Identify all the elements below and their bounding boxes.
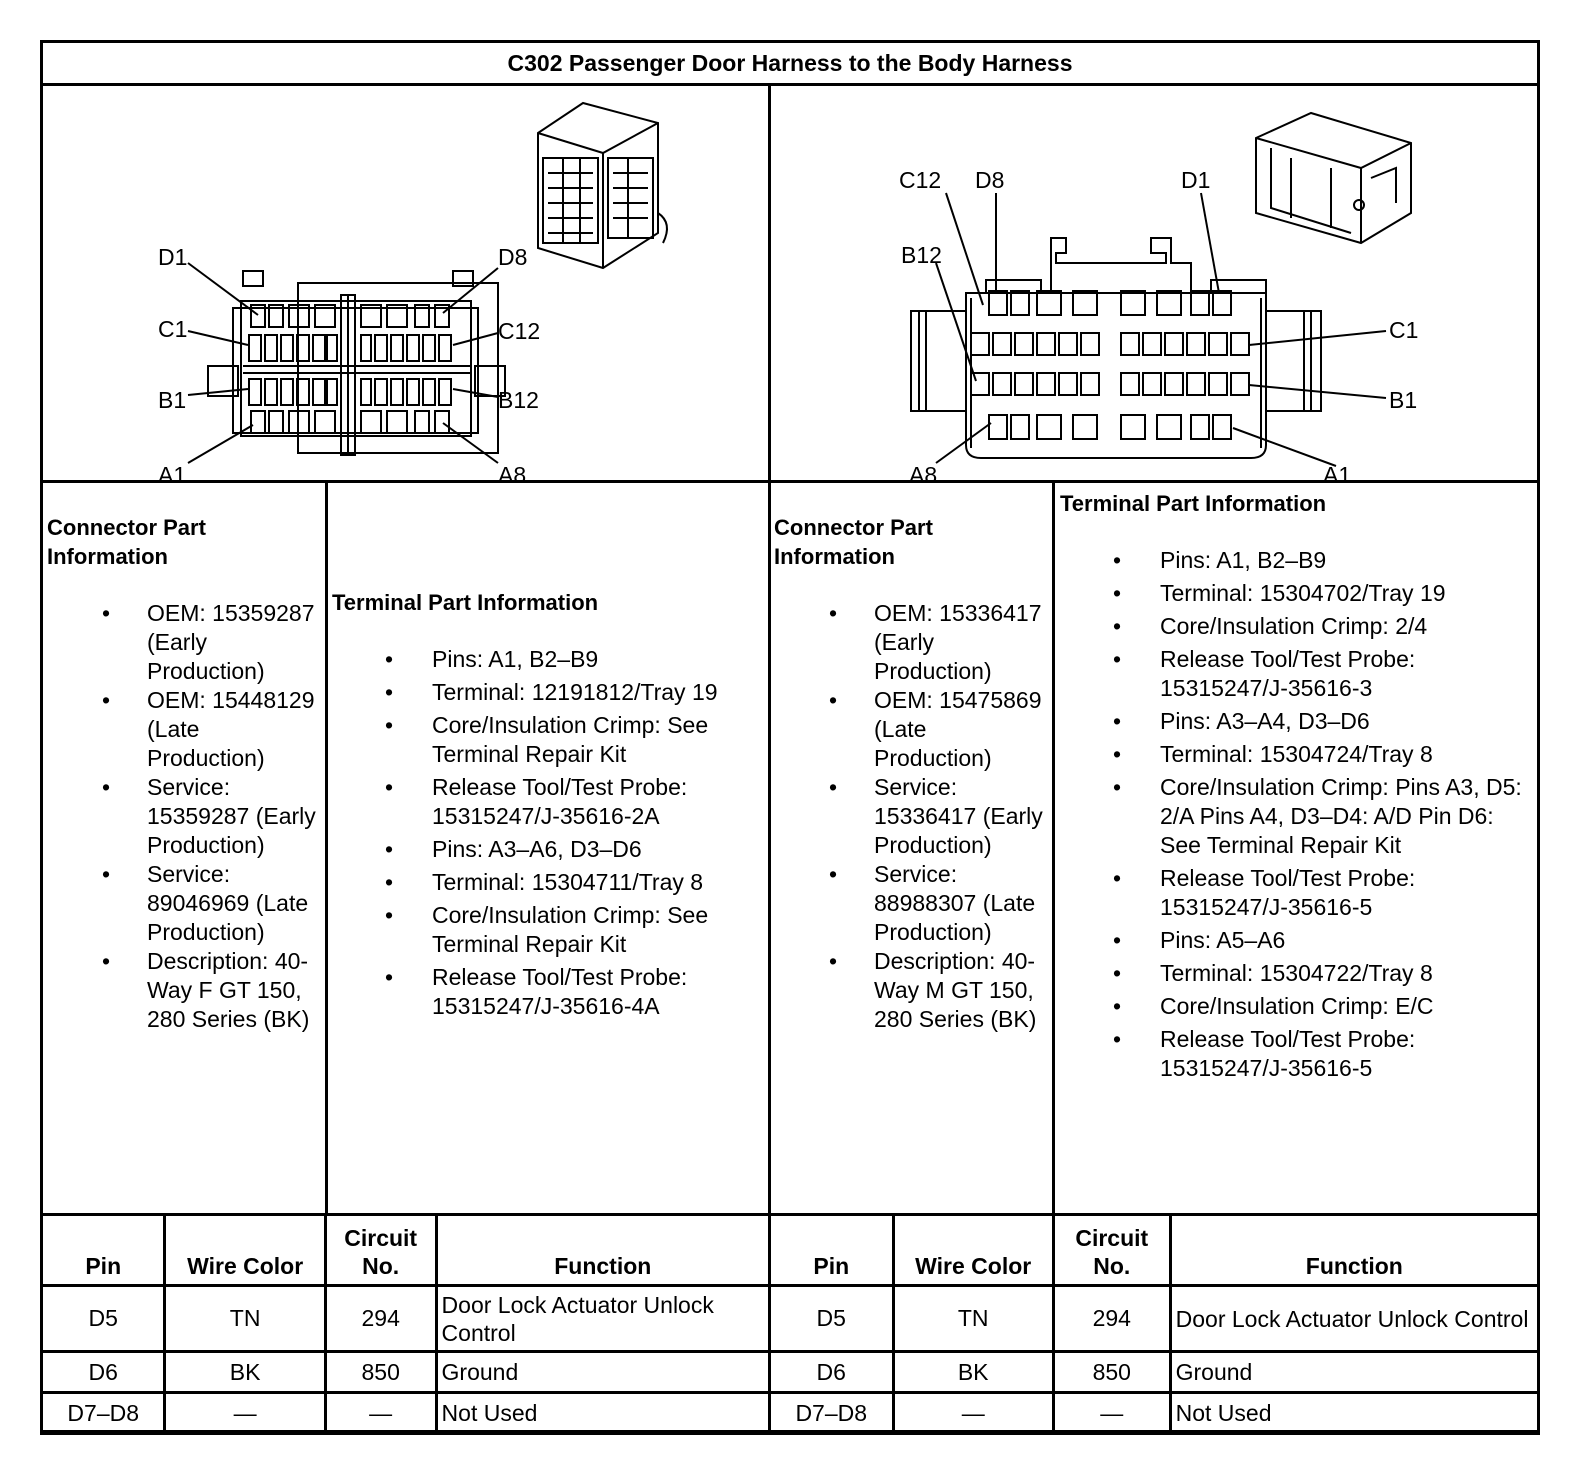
right-label-b12: B12 bbox=[901, 242, 942, 268]
cell-circuit: 850 bbox=[325, 1352, 436, 1393]
cell-circuit: 294 bbox=[325, 1286, 436, 1352]
cell-circuit: 850 bbox=[1053, 1352, 1170, 1393]
column-header-circuit-no: Circuit No. bbox=[325, 1215, 436, 1286]
cell-pin: D6 bbox=[770, 1352, 894, 1393]
column-header-function: Function bbox=[436, 1215, 769, 1286]
right-connector-item: • Service: 88988307 (Late Production) bbox=[774, 860, 1048, 947]
left-terminal-item: • Core/Insulation Crimp: See Terminal Repair Kit bbox=[332, 901, 768, 959]
right-connector-item: • OEM: 15475869 (Late Production) bbox=[774, 686, 1048, 773]
cell-pin: D5 bbox=[42, 1286, 165, 1352]
cell-pin: D6 bbox=[42, 1352, 165, 1393]
left-terminal-item: • Core/Insulation Crimp: See Terminal Repair Kit bbox=[332, 711, 768, 769]
cell-pin: D7–D8 bbox=[42, 1393, 165, 1434]
right-terminal-item: • Pins: A1, B2–B9 bbox=[1060, 546, 1530, 575]
left-label-d8: D8 bbox=[498, 244, 528, 270]
cell-wire-color: BK bbox=[165, 1352, 325, 1393]
cell-wire-color: — bbox=[893, 1393, 1053, 1434]
right-connector-iso-image bbox=[1256, 113, 1411, 243]
cell-wire-color: BK bbox=[893, 1352, 1053, 1393]
table-row bbox=[770, 1393, 1539, 1434]
left-connector-item: • OEM: 15448129 (Late Production) bbox=[47, 686, 321, 773]
column-header-function: Function bbox=[1170, 1215, 1538, 1286]
left-connector-info bbox=[47, 483, 325, 1213]
right-terminal-item: • Core/Insulation Crimp: Pins A3, D5: 2/A Pins A4, D3–D4: A/D Pin D6: See Terminal Repair Kit bbox=[1060, 773, 1530, 860]
right-label-d8: D8 bbox=[975, 167, 1005, 193]
column-header-pin: Pin bbox=[42, 1215, 165, 1286]
cell-function: Door Lock Actuator Unlock Control bbox=[1170, 1286, 1538, 1352]
left-terminal-item: • Release Tool/Test Probe: 15315247/J-35616-4A bbox=[332, 963, 768, 1021]
cell-pin: D5 bbox=[770, 1286, 894, 1352]
cell-circuit: — bbox=[1053, 1393, 1170, 1434]
right-label-d1: D1 bbox=[1181, 167, 1211, 193]
cell-wire-color: TN bbox=[165, 1286, 325, 1352]
right-label-c1: C1 bbox=[1389, 317, 1419, 343]
left-pin-table bbox=[40, 1213, 771, 1435]
part-information-band bbox=[43, 480, 1537, 1216]
left-label-c1: C1 bbox=[158, 316, 188, 342]
column-header-wire-color: Wire Color bbox=[893, 1215, 1053, 1286]
cell-function: Door Lock Actuator Unlock Control bbox=[436, 1286, 769, 1352]
left-connector-item: • OEM: 15359287 (Early Production) bbox=[47, 599, 321, 686]
left-connector-item: • Service: 89046969 (Late Production) bbox=[47, 860, 321, 947]
right-connector-item: • OEM: 15336417 (Early Production) bbox=[774, 599, 1048, 686]
left-label-c12: C12 bbox=[498, 318, 541, 344]
right-terminal-item: • Release Tool/Test Probe: 15315247/J-35616-3 bbox=[1060, 645, 1530, 703]
table-row bbox=[770, 1352, 1539, 1393]
table-row bbox=[42, 1352, 770, 1393]
left-connector-iso-image bbox=[538, 103, 667, 268]
left-terminal-item: • Pins: A1, B2–B9 bbox=[332, 645, 768, 674]
right-terminal-info bbox=[1060, 483, 1530, 1213]
connector-sheet bbox=[40, 40, 1540, 1433]
right-connector-diagram bbox=[771, 83, 1540, 521]
right-terminal-item: • Core/Insulation Crimp: 2/4 bbox=[1060, 612, 1530, 641]
left-terminal-info bbox=[332, 483, 768, 1213]
left-label-a8: A8 bbox=[498, 462, 527, 480]
table-row bbox=[770, 1286, 1539, 1352]
left-label-d1: D1 bbox=[158, 244, 188, 270]
right-terminal-item: • Terminal: 15304702/Tray 19 bbox=[1060, 579, 1530, 608]
cell-function: Not Used bbox=[436, 1393, 769, 1434]
cell-pin: D7–D8 bbox=[770, 1393, 894, 1434]
right-connector-info bbox=[774, 483, 1052, 1213]
left-connector-heading: Connector Part Information bbox=[47, 515, 206, 569]
left-terminal-item: • Pins: A3–A6, D3–D6 bbox=[332, 835, 768, 864]
table-row bbox=[42, 1286, 770, 1352]
right-label-a8: A8 bbox=[909, 462, 938, 480]
right-terminal-item: • Release Tool/Test Probe: 15315247/J-35616-5 bbox=[1060, 1025, 1530, 1083]
left-connector-drawing bbox=[43, 83, 768, 480]
page-title: C302 Passenger Door Harness to the Body Harness bbox=[43, 43, 1537, 86]
cell-wire-color: — bbox=[165, 1393, 325, 1434]
right-terminal-item: • Release Tool/Test Probe: 15315247/J-35616-5 bbox=[1060, 864, 1530, 922]
right-connector-item: • Service: 15336417 (Early Production) bbox=[774, 773, 1048, 860]
cell-function: Ground bbox=[1170, 1352, 1538, 1393]
cell-wire-color: TN bbox=[893, 1286, 1053, 1352]
right-terminal-item: • Pins: A3–A4, D3–D6 bbox=[1060, 707, 1530, 736]
right-terminal-heading: Terminal Part Information bbox=[1060, 491, 1327, 516]
right-pin-table bbox=[768, 1213, 1540, 1435]
cell-circuit: 294 bbox=[1053, 1286, 1170, 1352]
left-terminal-heading: Terminal Part Information bbox=[332, 590, 599, 615]
cell-circuit: — bbox=[325, 1393, 436, 1434]
cell-function: Ground bbox=[436, 1352, 769, 1393]
left-terminal-item: • Release Tool/Test Probe: 15315247/J-35616-2A bbox=[332, 773, 768, 831]
left-connector-diagram bbox=[43, 83, 771, 521]
right-terminal-item: • Terminal: 15304724/Tray 8 bbox=[1060, 740, 1530, 769]
cell-function: Not Used bbox=[1170, 1393, 1538, 1434]
left-connector-item: • Description: 40-Way F GT 150, 280 Series (BK) bbox=[47, 947, 321, 1034]
left-label-b12: B12 bbox=[498, 387, 539, 413]
right-connector-item: • Description: 40-Way M GT 150, 280 Series (BK) bbox=[774, 947, 1048, 1034]
column-header-pin: Pin bbox=[770, 1215, 894, 1286]
right-label-a1: A1 bbox=[1323, 462, 1352, 480]
table-row bbox=[42, 1393, 770, 1434]
right-terminal-item: • Terminal: 15304722/Tray 8 bbox=[1060, 959, 1530, 988]
right-terminal-item: • Core/Insulation Crimp: E/C bbox=[1060, 992, 1530, 1021]
right-label-c12: C12 bbox=[899, 167, 942, 193]
left-connector-item: • Service: 15359287 (Early Production) bbox=[47, 773, 321, 860]
right-connector-heading: Connector Part Information bbox=[774, 515, 933, 569]
column-header-wire-color: Wire Color bbox=[165, 1215, 325, 1286]
left-terminal-item: • Terminal: 12191812/Tray 19 bbox=[332, 678, 768, 707]
right-label-b1: B1 bbox=[1389, 387, 1418, 413]
left-terminal-item: • Terminal: 15304711/Tray 8 bbox=[332, 868, 768, 897]
right-connector-drawing bbox=[771, 83, 1540, 480]
right-terminal-item: • Pins: A5–A6 bbox=[1060, 926, 1530, 955]
left-label-a1: A1 bbox=[158, 462, 187, 480]
left-label-b1: B1 bbox=[158, 387, 187, 413]
column-header-circuit-no: Circuit No. bbox=[1053, 1215, 1170, 1286]
